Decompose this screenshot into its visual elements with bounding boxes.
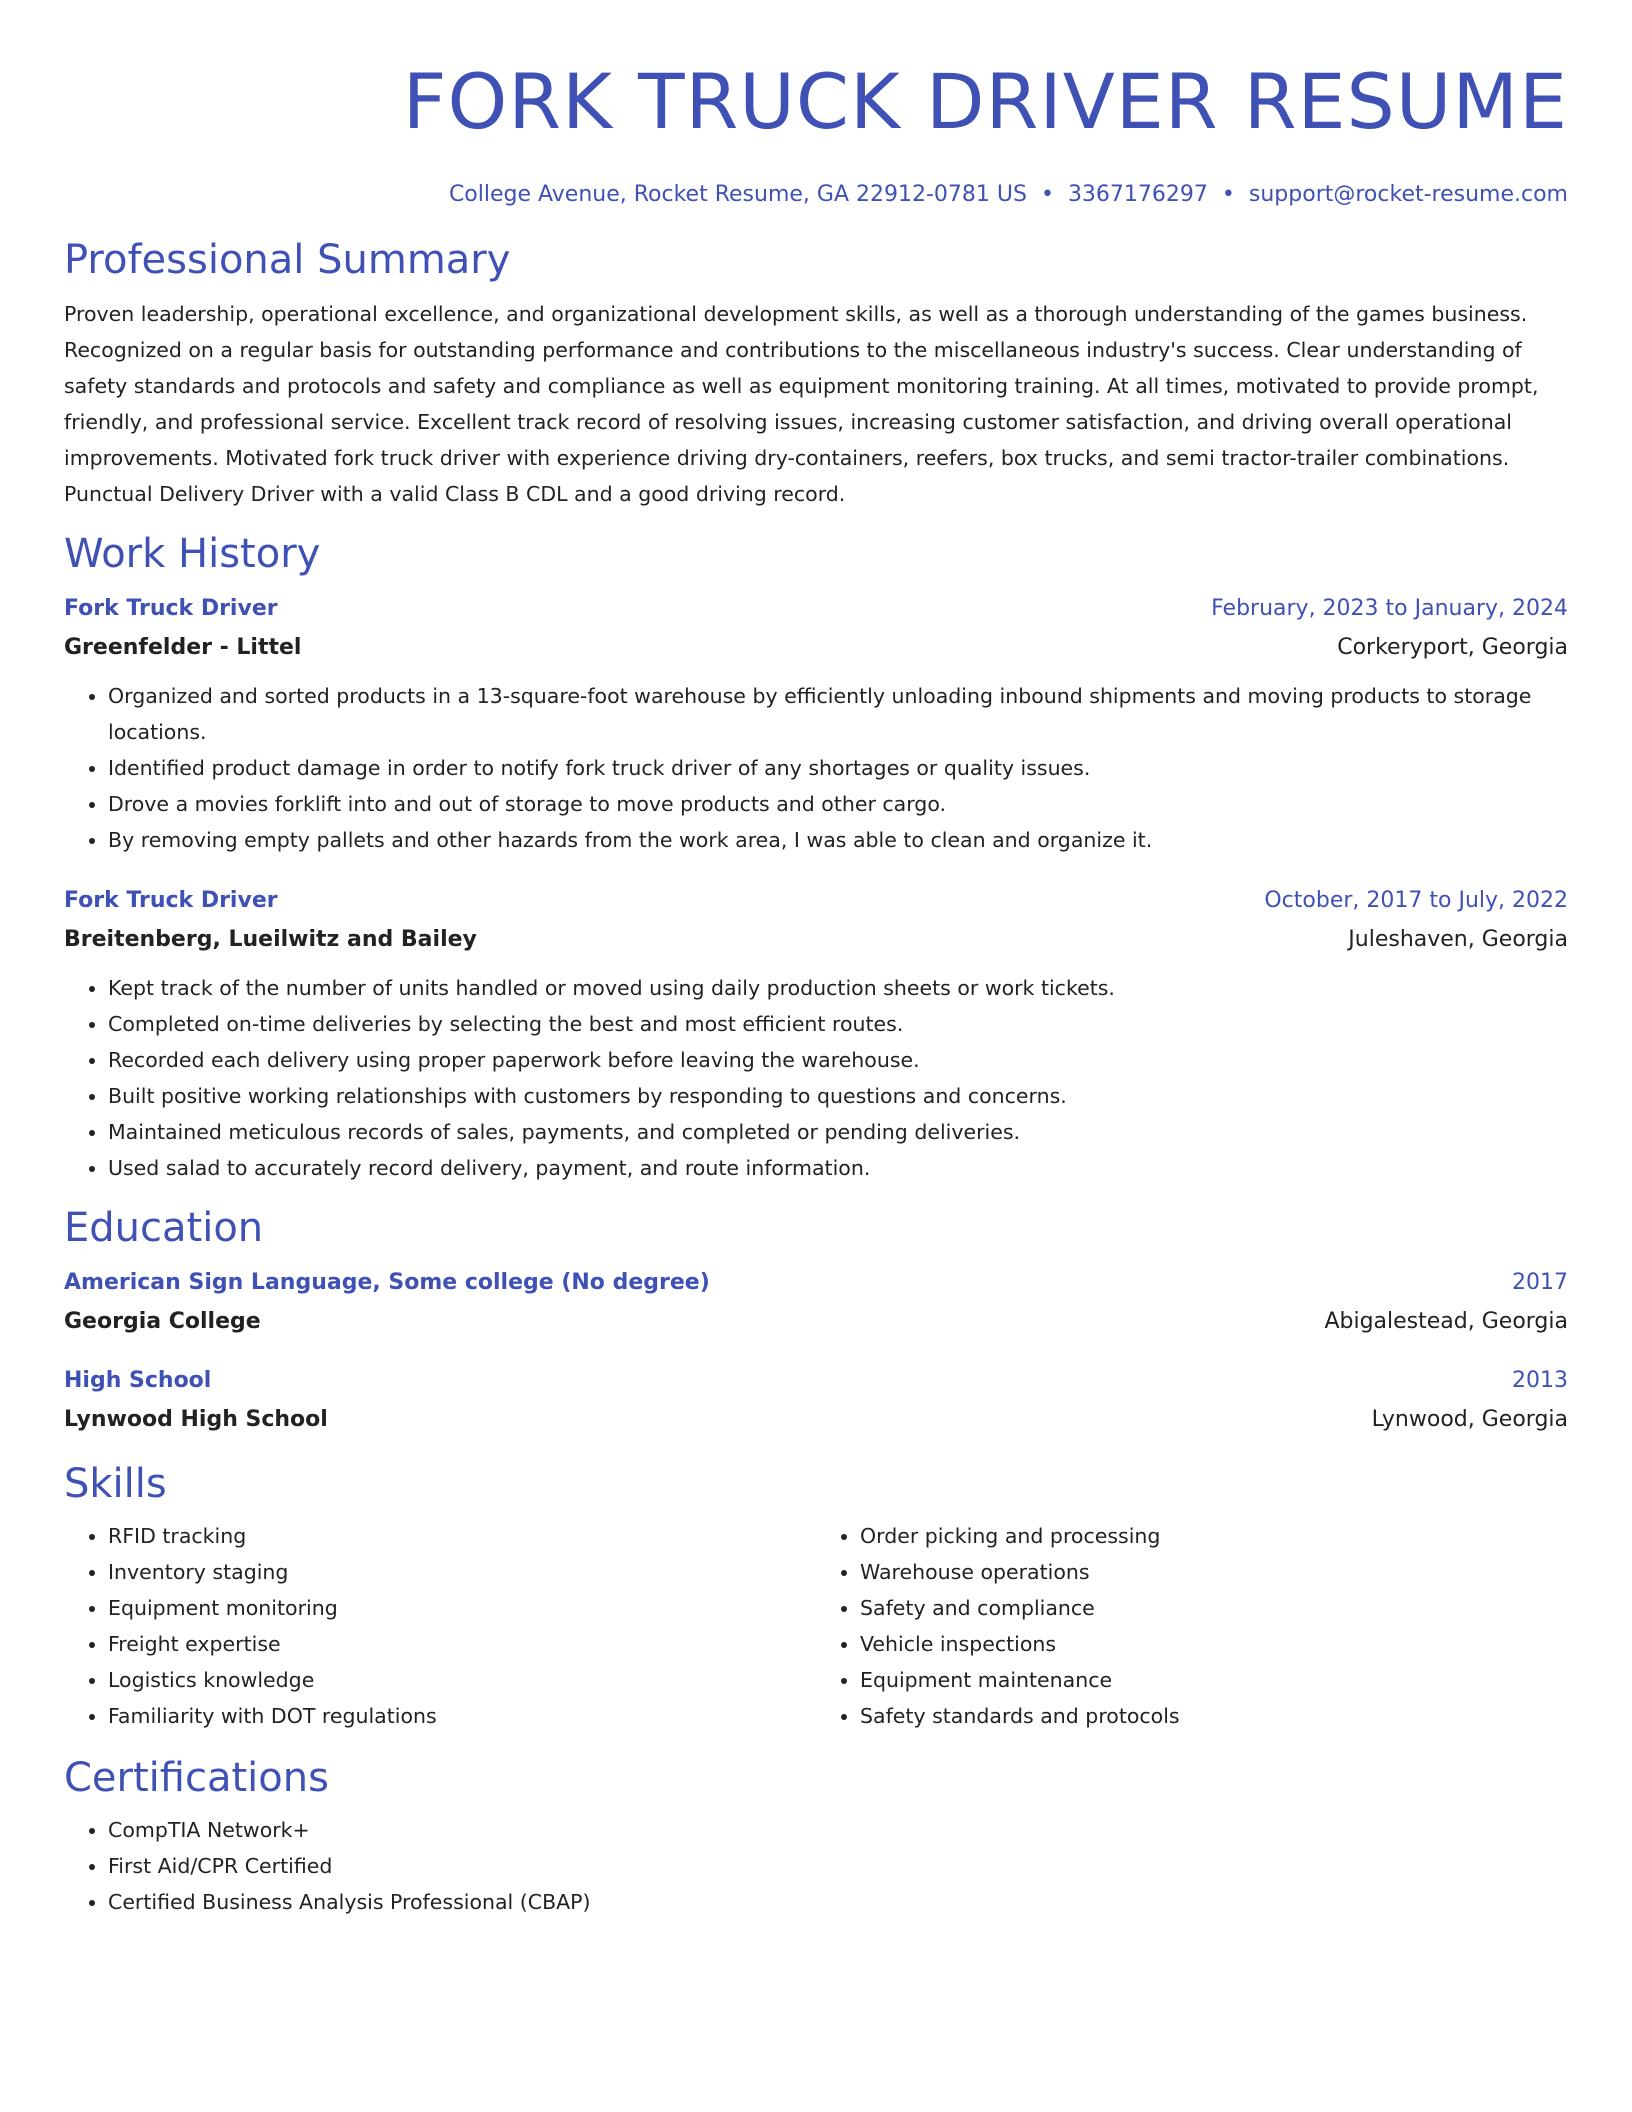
skill-item: • Logistics knowledge xyxy=(108,1662,816,1698)
job-company: Greenfelder - Littel xyxy=(64,635,302,660)
education-section xyxy=(64,1202,1568,1440)
summary-section xyxy=(64,234,1568,512)
job-duty: • Identified product damage in order to notify fork truck driver of any shortages or quality issues. xyxy=(108,750,1568,786)
education-entry xyxy=(64,1362,1568,1440)
job-dates: October, 2017 to July, 2022 xyxy=(1264,888,1568,913)
summary-text: Proven leadership, operational excellence, and organizational development skills, as well as a thorough understanding of the games business. Recognized on a regular basis for outstanding performance and contributions to the miscellaneous industry's success. Clear understanding of safety standards and protocols and safety and compliance as well as equipment monitoring training. At all times, motivated to provide prompt, friendly, and professional service. Excellent track record of resolving issues, increasing customer satisfaction, and driving overall operational improvements. Motivated fork truck driver with experience driving dry-containers, reefers, box trucks, and semi tractor-trailer combinations. Punctual Delivery Driver with a valid Class B CDL and a good driving record. xyxy=(64,302,1539,506)
certifications-section xyxy=(64,1752,1568,1920)
school-location: Abigalestead, Georgia xyxy=(1324,1309,1568,1334)
work-history-section xyxy=(64,528,1568,1186)
work-history-heading: Work History xyxy=(64,531,321,577)
job-location: Corkeryport, Georgia xyxy=(1337,635,1568,660)
job-duty: • Drove a movies forklift into and out of storage to move products and other cargo. xyxy=(108,786,1568,822)
school-name: Lynwood High School xyxy=(64,1407,328,1432)
skill-item: • Safety standards and protocols xyxy=(860,1698,1568,1734)
certifications-heading: Certifications xyxy=(64,1755,329,1801)
skills-list-right xyxy=(816,1518,1568,1734)
contact-address: College Avenue, Rocket Resume, GA 22912-0781 US xyxy=(448,182,1027,207)
job-entry xyxy=(64,882,1568,1186)
job-duty: • Built positive working relationships with customers by responding to questions and concerns. xyxy=(108,1078,1568,1114)
job-dates: February, 2023 to January, 2024 xyxy=(1211,596,1568,621)
graduation-year: 2013 xyxy=(1512,1368,1568,1393)
skill-item: • Familiarity with DOT regulations xyxy=(108,1698,816,1734)
certification-item: • First Aid/CPR Certified xyxy=(108,1848,1568,1884)
job-duty: • Recorded each delivery using proper paperwork before leaving the warehouse. xyxy=(108,1042,1568,1078)
skills-section xyxy=(64,1458,1568,1734)
school-name: Georgia College xyxy=(64,1309,261,1334)
education-heading: Education xyxy=(64,1205,264,1251)
school-location: Lynwood, Georgia xyxy=(1371,1407,1568,1432)
skills-list-left xyxy=(64,1518,816,1734)
education-entry xyxy=(64,1264,1568,1342)
skill-item: • Inventory staging xyxy=(108,1554,816,1590)
skill-item: • Safety and compliance xyxy=(860,1590,1568,1626)
job-entry xyxy=(64,590,1568,858)
skill-item: • Vehicle inspections xyxy=(860,1626,1568,1662)
skill-item: • Freight expertise xyxy=(108,1626,816,1662)
degree-title: High School xyxy=(64,1368,212,1393)
skills-grid xyxy=(64,1518,1568,1734)
job-duties-list xyxy=(64,970,1568,1186)
job-title: Fork Truck Driver xyxy=(64,596,278,621)
contact-line xyxy=(64,180,1568,210)
contact-email[interactable]: support@rocket-resume.com xyxy=(1248,182,1568,207)
contact-phone: 3367176297 xyxy=(1067,182,1208,207)
certification-item: • CompTIA Network+ xyxy=(108,1812,1568,1848)
job-duty: • Completed on-time deliveries by selecting the best and most efficient routes. xyxy=(108,1006,1568,1042)
skill-item: • Equipment maintenance xyxy=(860,1662,1568,1698)
job-duty: • Organized and sorted products in a 13-square-foot warehouse by efficiently unloading inbound shipments and moving products to storage locations. xyxy=(108,678,1568,750)
resume-title: FORK TRUCK DRIVER RESUME xyxy=(402,57,1568,146)
contact-separator: • xyxy=(1040,182,1054,207)
certification-item: • Certified Business Analysis Professional (CBAP) xyxy=(108,1884,1568,1920)
certifications-list xyxy=(64,1812,1568,1920)
contact-separator: • xyxy=(1221,182,1235,207)
job-duty: • Maintained meticulous records of sales, payments, and completed or pending deliveries. xyxy=(108,1114,1568,1150)
job-duty: • Used salad to accurately record delivery, payment, and route information. xyxy=(108,1150,1568,1186)
job-title: Fork Truck Driver xyxy=(64,888,278,913)
skills-heading: Skills xyxy=(64,1461,167,1507)
skill-item: • RFID tracking xyxy=(108,1518,816,1554)
job-company: Breitenberg, Lueilwitz and Bailey xyxy=(64,927,477,952)
skill-item: • Equipment monitoring xyxy=(108,1590,816,1626)
job-duty: • Kept track of the number of units handled or moved using daily production sheets or work tickets. xyxy=(108,970,1568,1006)
job-duties-list xyxy=(64,678,1568,858)
graduation-year: 2017 xyxy=(1512,1270,1568,1295)
job-duty: • By removing empty pallets and other hazards from the work area, I was able to clean and organize it. xyxy=(108,822,1568,858)
skill-item: • Order picking and processing xyxy=(860,1518,1568,1554)
degree-title: American Sign Language, Some college (No degree) xyxy=(64,1270,710,1295)
skill-item: • Warehouse operations xyxy=(860,1554,1568,1590)
summary-heading: Professional Summary xyxy=(64,237,511,283)
job-location: Juleshaven, Georgia xyxy=(1348,927,1568,952)
